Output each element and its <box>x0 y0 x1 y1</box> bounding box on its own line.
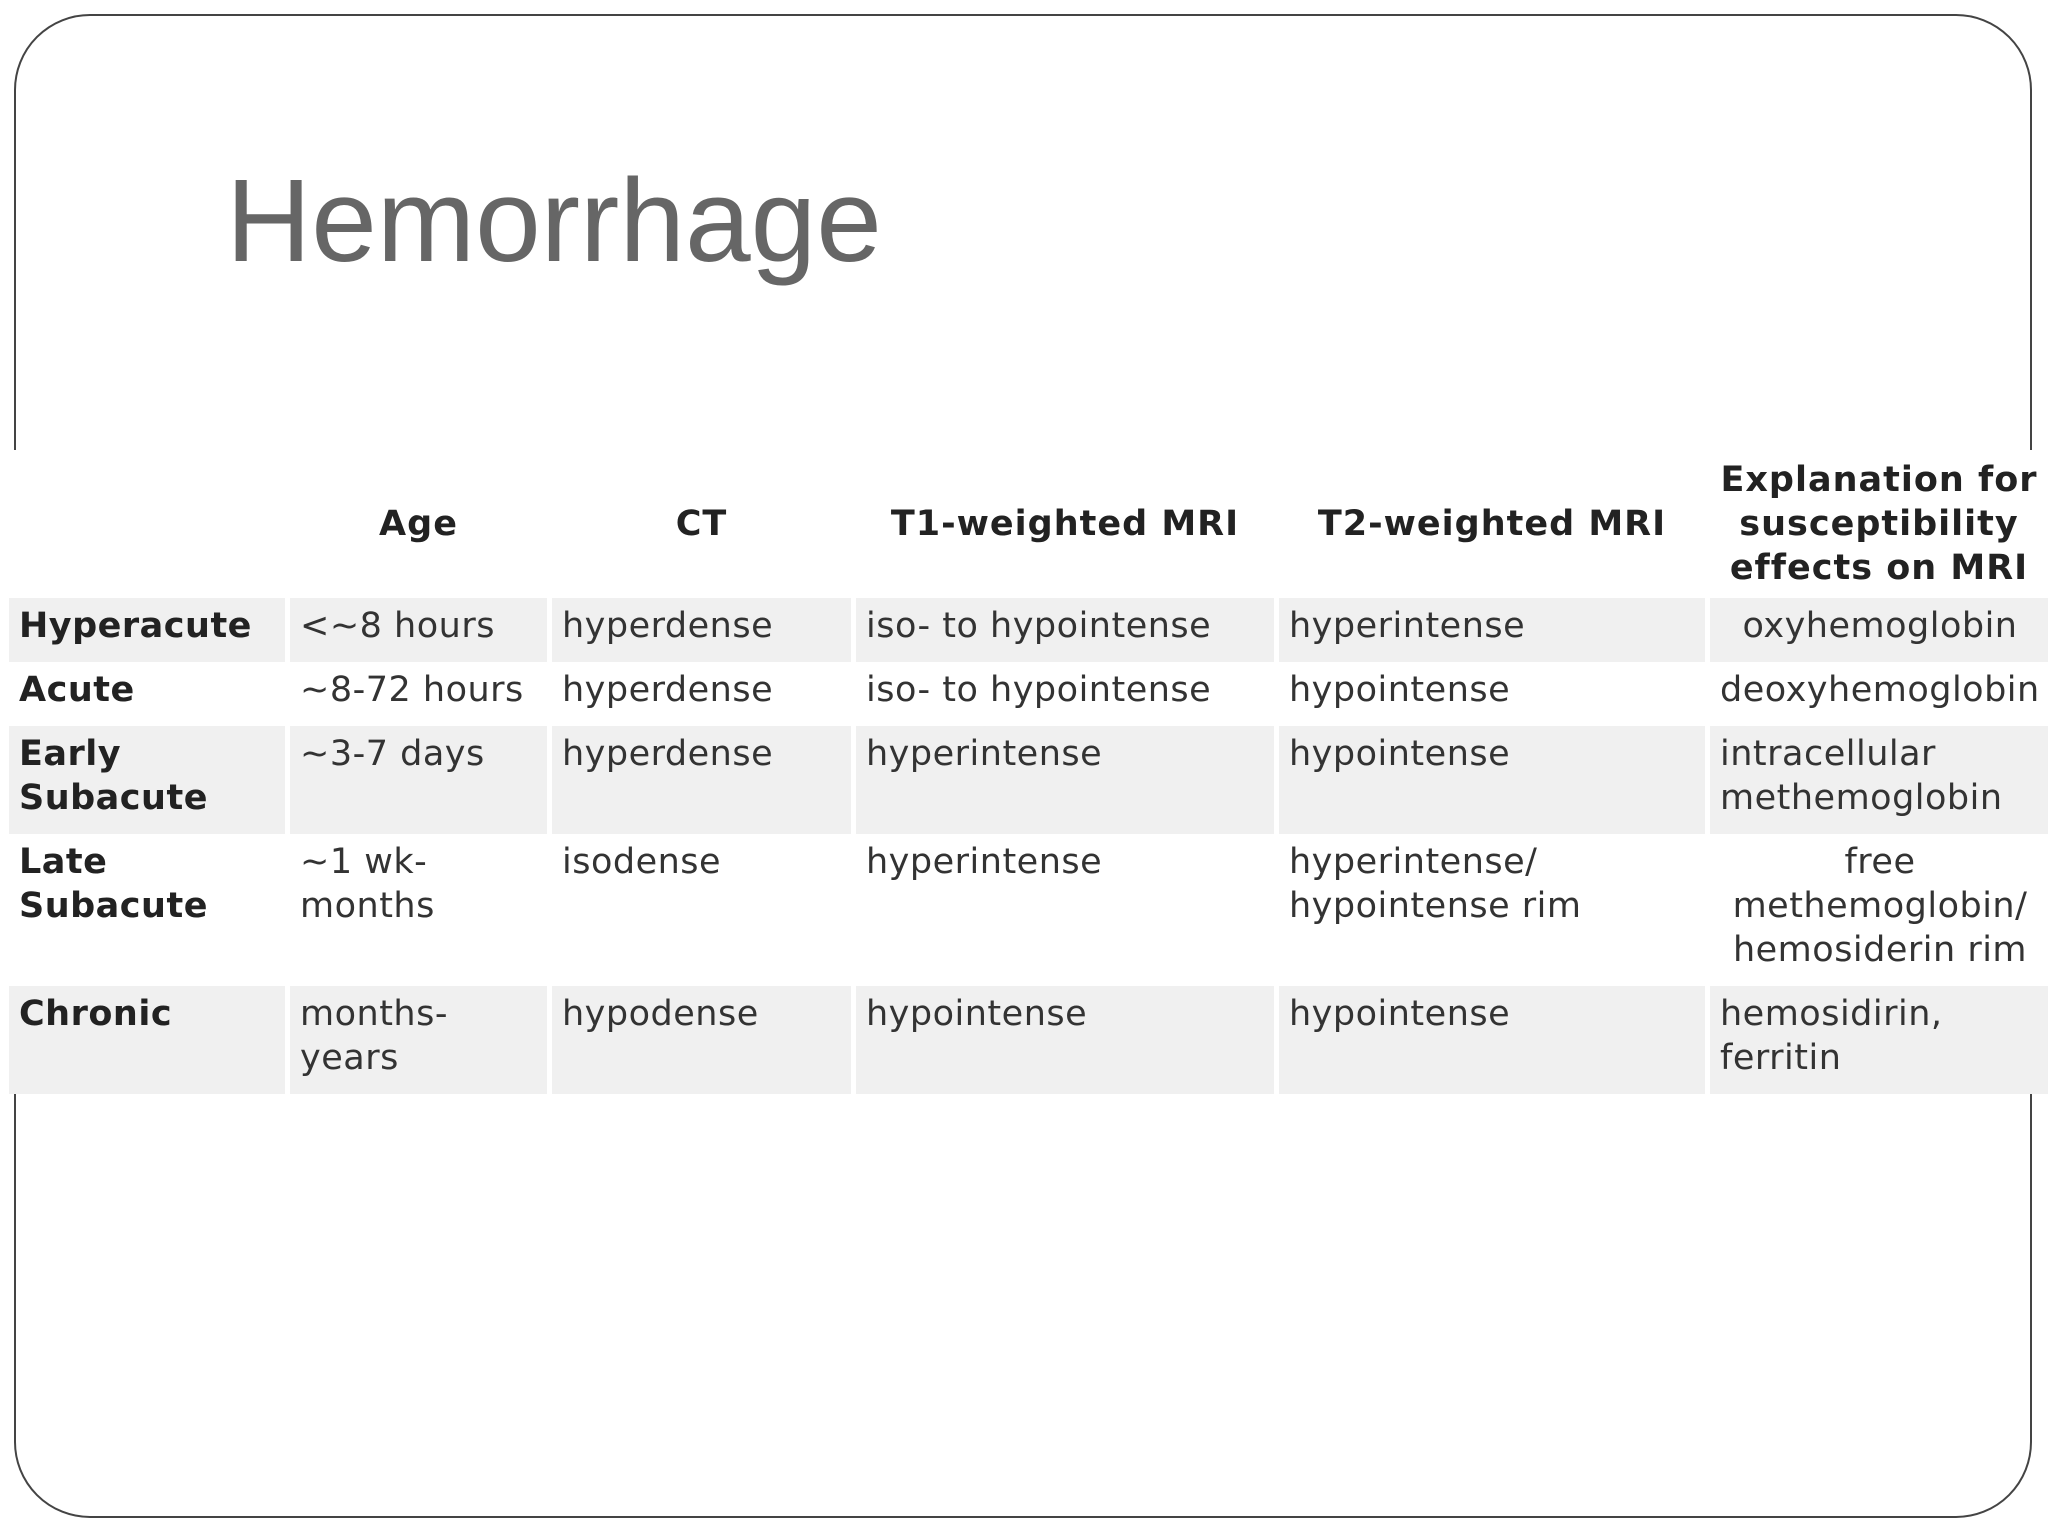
row-stage: Hyperacute <box>9 598 285 662</box>
cell-t2: hyperintense <box>1279 598 1705 662</box>
cell-t1: hyperintense <box>856 726 1274 834</box>
cell-age: ~1 wk-months <box>300 842 435 926</box>
row-stage: Late Subacute <box>19 842 208 926</box>
cell-t1: iso- to hypointense <box>856 598 1274 662</box>
cell-age: ~8-72 hours <box>300 670 524 710</box>
cell-explanation: oxyhemoglobin <box>1710 598 2048 662</box>
cell-t1: iso- to hypointense <box>866 670 1212 710</box>
table-row <box>9 598 2048 662</box>
row-stage: Acute <box>19 670 135 710</box>
cell-explanation: intracellular methemoglobin <box>1710 726 2048 834</box>
row-stage: Early Subacute <box>9 726 285 834</box>
cell-t2: hypointense <box>1289 670 1511 710</box>
table-row <box>9 726 2048 834</box>
table-row <box>9 986 2048 1094</box>
cell-age: months-years <box>290 986 547 1094</box>
cell-ct: hyperdense <box>562 670 774 710</box>
cell-age: <~8 hours <box>290 598 547 662</box>
header-t1: T1-weighted MRI <box>890 504 1240 544</box>
cell-ct: hyperdense <box>552 726 851 834</box>
cell-t2: hypointense <box>1279 986 1705 1094</box>
cell-ct: hypodense <box>552 986 851 1094</box>
header-ct: CT <box>675 504 728 544</box>
cell-t1: hyperintense <box>866 842 1103 882</box>
cell-explanation: free methemoglobin/ hemosiderin rim <box>1732 842 2028 970</box>
header-t2: T2-weighted MRI <box>1317 504 1667 544</box>
row-stage: Chronic <box>9 986 285 1094</box>
cell-ct: isodense <box>562 842 722 882</box>
cell-explanation: hemosidirin, ferritin <box>1710 986 2048 1094</box>
cell-explanation: deoxyhemoglobin <box>1720 670 2040 710</box>
slide-title: Hemorrhage <box>226 155 882 287</box>
hemorrhage-table <box>4 450 2048 1094</box>
cell-t1: hypointense <box>856 986 1274 1094</box>
cell-age: ~3-7 days <box>290 726 547 834</box>
cell-ct: hyperdense <box>552 598 851 662</box>
table-row <box>9 662 2048 726</box>
cell-t2: hypointense <box>1279 726 1705 834</box>
cell-t2: hyperintense/ hypointense rim <box>1289 842 1582 926</box>
table-container <box>0 450 2048 1090</box>
header-age: Age <box>379 504 458 544</box>
table-row <box>9 834 2048 986</box>
header-explanation: Explanation for susceptibility effects on MRI <box>1720 460 2038 588</box>
header-row <box>9 450 2048 598</box>
header-stage <box>9 450 285 598</box>
